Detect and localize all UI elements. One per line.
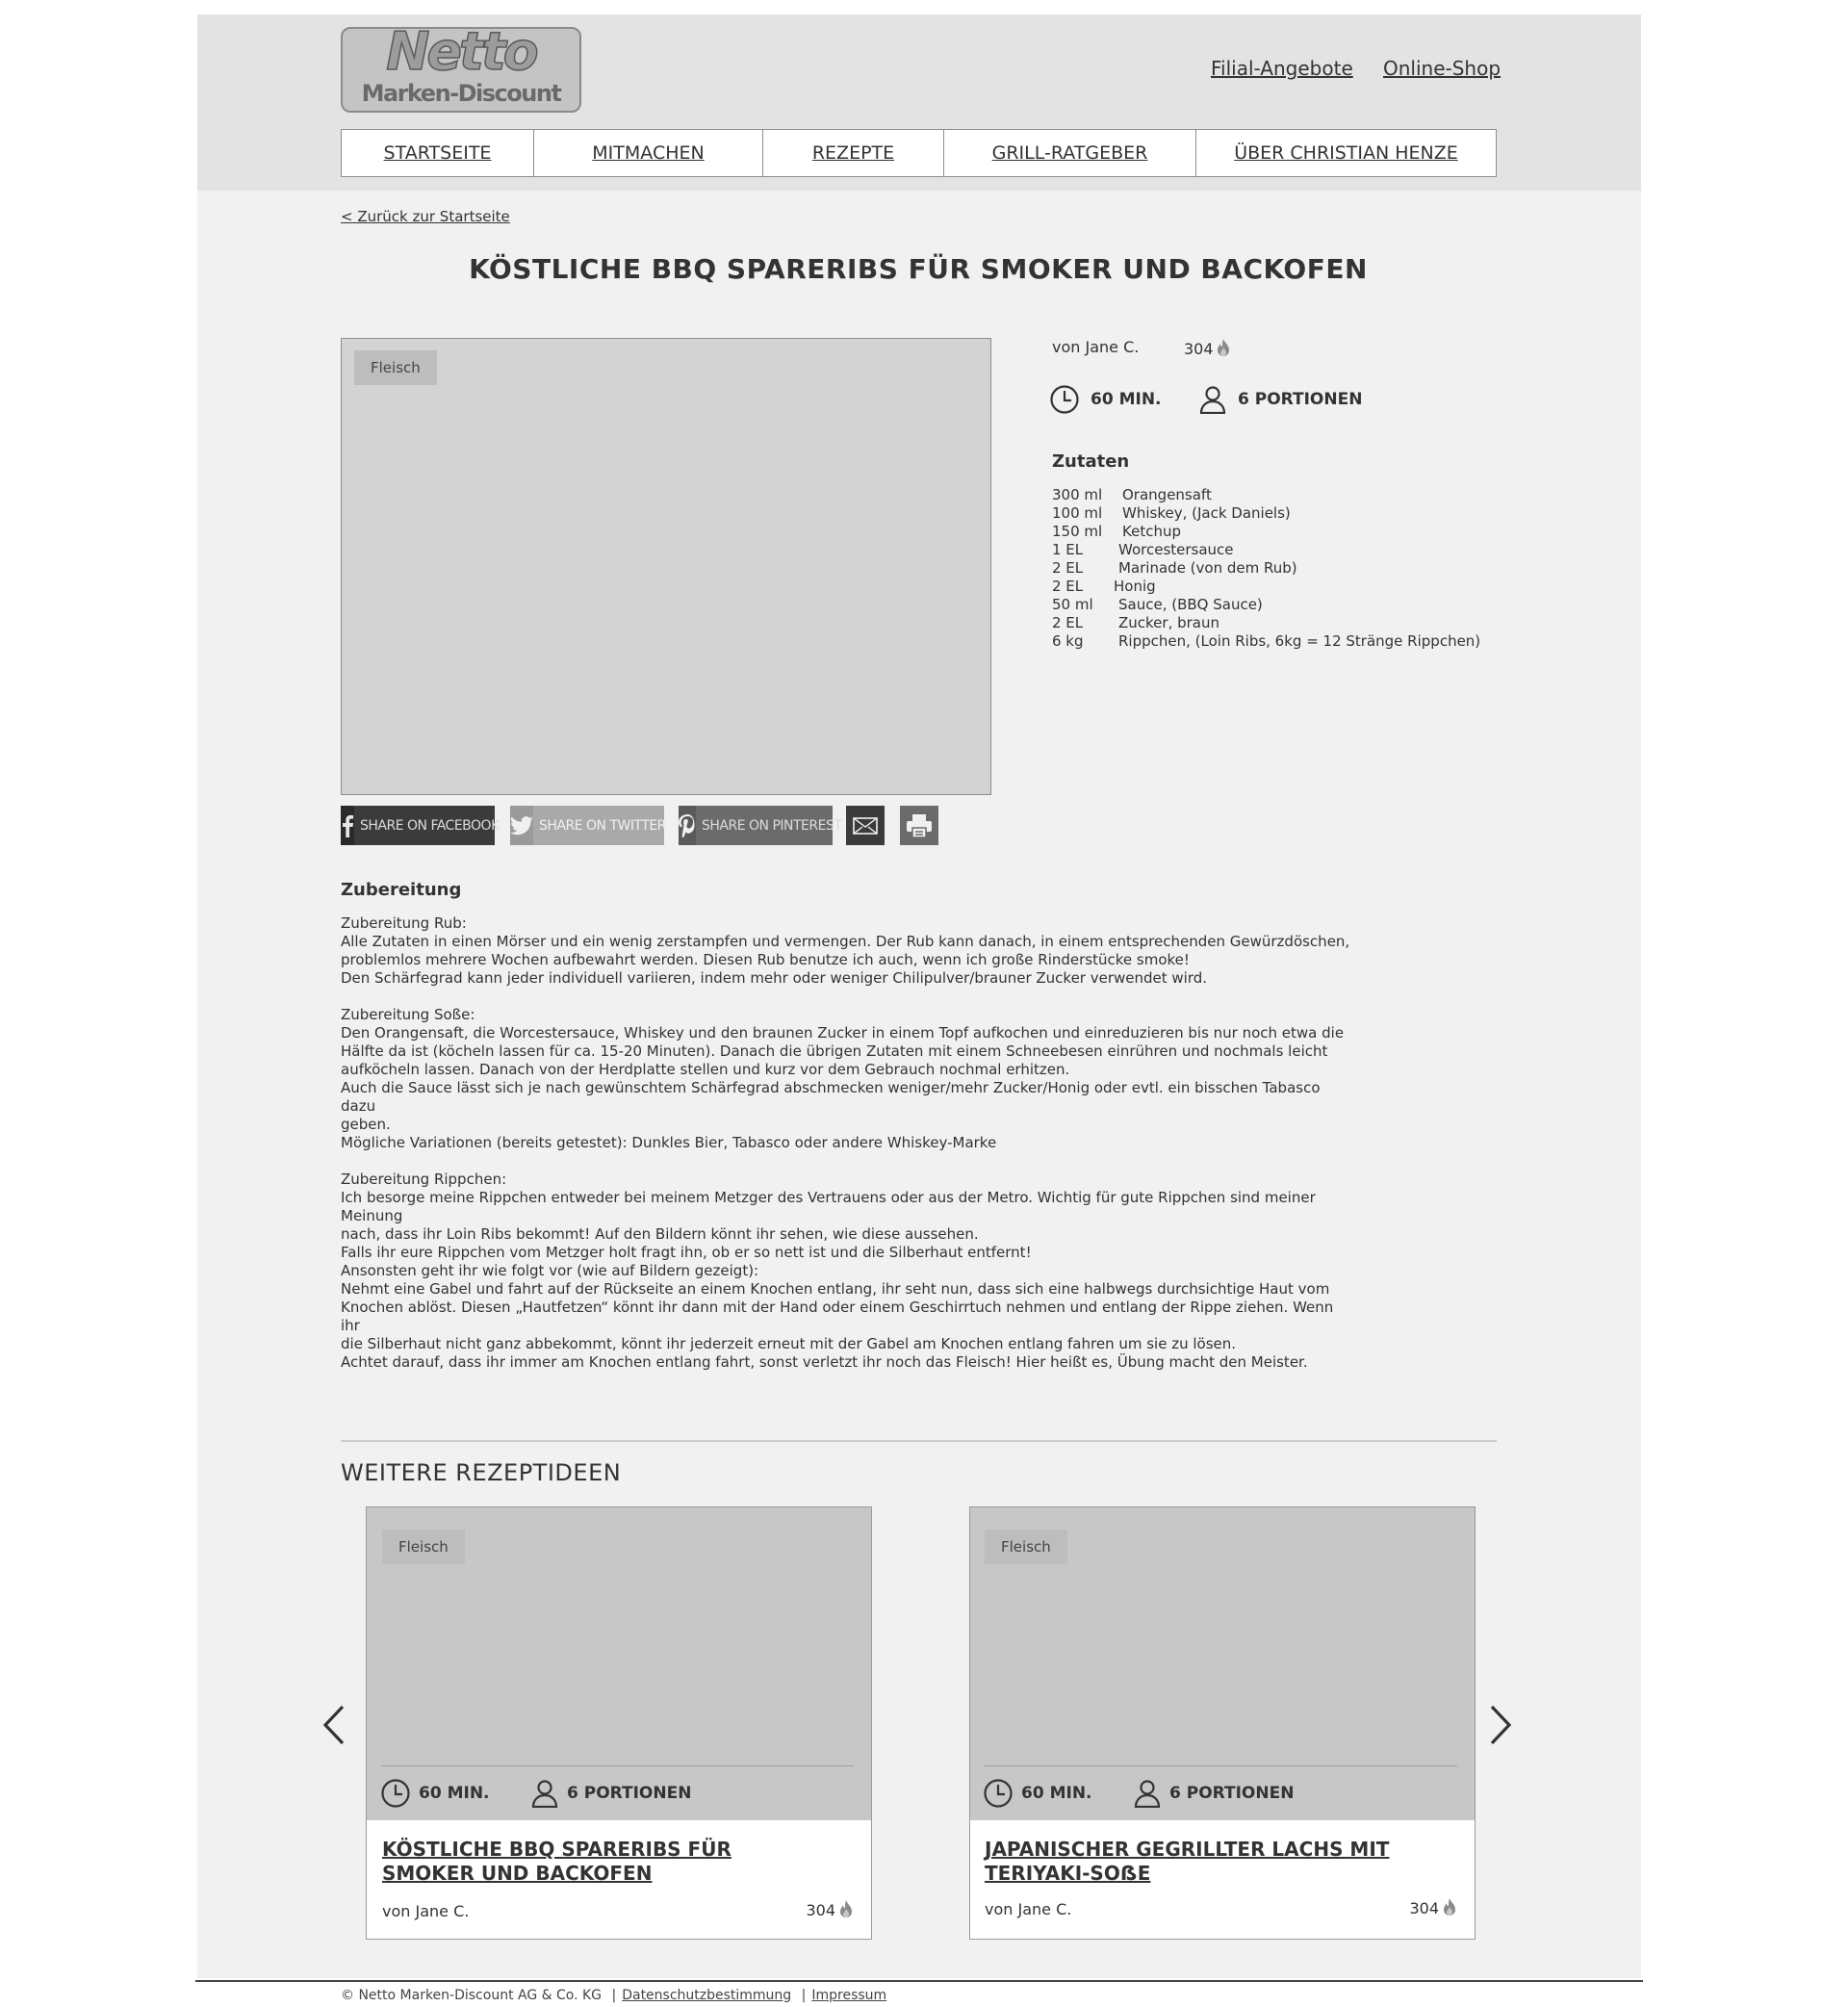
preparation-ribs: Zubereitung Rippchen: Ich besorge meine Rippchen entweder bei meinem Metzger des Vertrauens oder aus der Metro. Wichtig für gute Rippchen sind meiner Meinung nach, dass ihr Loin Ribs bekommt! Auf den Bildern könnt ihr sehen, wie diese aussehen. Falls ihr eure Rippchen vom Metzger holt fragt ihn, ob er so nett ist und die Silberhaut entfernt! Ansonsten geht ihr wie folgt vor (wie auf Bildern gezeigt): Nehmt eine Gabel und fahrt auf der Rückseite an einem Knochen entlang, ihr seht nun, dass sich eine halbwegs durchsichtige Haut vom Knochen ablöst. Diesen „Hautfetzen“ könnt ihr dann mit der Hand oder einem Geschirrtuch nehmen und entlang der Rippe ziehen. Wenn ihr die Silberhaut nicht ganz abbekommt, könnt ihr jederzeit erneut mit der Gabel am Knochen entlang fahren um sie zu lösen. Achtet darauf, dass ihr immer am Knochen entlang fahrt, sonst verletzt ihr noch das Fleisch! Hier heißt es, Übung macht den Meister. [341,1171,1334,1371]
ingredient-name: Ketchup [1122,523,1181,540]
carousel-prev-arrow-icon[interactable] [321,1704,346,1746]
print-button[interactable] [900,806,938,845]
flame-icon [838,1899,854,1920]
footer-divider [195,1980,1643,1982]
card-time-value: 60 MIN. [1021,1784,1092,1803]
preparation-text [341,914,1351,1390]
footer-separator: | [801,1988,807,2003]
card-time [984,1779,1092,1808]
ingredient-qty: 6 kg [1052,632,1084,650]
category-tag[interactable]: Fleisch [382,1530,465,1564]
share-facebook-button[interactable] [341,806,500,845]
preparation-heading: Zubereitung [341,880,462,900]
ingredient-qty: 2 EL [1052,614,1084,631]
more-recipes-heading: WEITERE REZEPTIDEEN [341,1459,622,1486]
recipe-card-image [367,1507,871,1820]
recipe-card-image [970,1507,1475,1820]
nav-grill-ratgeber[interactable]: GRILL-RATGEBER [944,130,1196,176]
ingredients-heading: Zutaten [1052,451,1130,472]
mail-icon [853,817,878,835]
ingredient-row [1052,559,1480,578]
share-pinterest-button[interactable] [679,806,842,845]
nav-startseite[interactable]: STARTSEITE [342,130,534,176]
person-icon [1199,385,1226,414]
score-value: 304 [806,1900,835,1919]
nav-mitmachen[interactable]: MITMACHEN [534,130,763,176]
link-filial-angebote[interactable]: Filial-Angebote [1211,57,1353,80]
facebook-icon [341,806,354,845]
ingredient-qty: 2 EL [1052,578,1084,595]
ingredient-qty: 1 EL [1052,541,1084,558]
ingredient-qty: 100 ml [1052,504,1103,522]
ingredient-row [1052,614,1480,632]
card-divider [381,1765,854,1766]
time-value: 60 MIN. [1091,390,1162,409]
ingredients-list [1052,486,1480,651]
recipe-card[interactable] [366,1506,872,1940]
card-divider [985,1765,1457,1766]
category-tag[interactable]: Fleisch [354,350,437,385]
ingredient-name: Sauce, (BBQ Sauce) [1118,596,1263,613]
flame-icon [1216,338,1231,359]
share-email-button[interactable] [846,806,885,845]
ingredient-name: Rippchen, (Loin Ribs, 6kg = 12 Stränge Rippchen) [1118,632,1481,650]
footer-separator: | [611,1988,617,2003]
share-facebook-label: SHARE ON FACEBOOK [360,817,500,834]
nav-rezepte[interactable]: REZEPTE [763,130,944,176]
share-pinterest-label: SHARE ON PINTEREST [702,817,842,834]
card-time-value: 60 MIN. [419,1784,490,1803]
recipe-author[interactable]: von Jane C. [1052,338,1140,356]
ingredient-row [1052,596,1480,614]
ingredient-qty: 50 ml [1052,596,1093,613]
ingredient-qty: 300 ml [1052,486,1103,503]
clock-icon [1050,385,1079,414]
score-value: 304 [1409,1898,1439,1917]
recipe-time [1050,385,1162,414]
share-twitter-button[interactable] [510,806,664,845]
card-portions-value: 6 PORTIONEN [567,1784,692,1803]
ingredient-name: Whiskey, (Jack Daniels) [1122,504,1291,522]
card-portions [1134,1779,1294,1808]
portions-value: 6 PORTIONEN [1238,390,1363,409]
recipe-card-author[interactable]: von Jane C. [382,1902,470,1920]
ingredient-name: Orangensaft [1122,486,1212,503]
ingredient-row [1052,504,1480,523]
ingredient-qty: 150 ml [1052,523,1103,540]
ingredient-row [1052,486,1480,504]
recipe-title: KÖSTLICHE BBQ SPARERIBS FÜR SMOKER UND BACKOFEN [469,253,1368,285]
site-footer [341,1988,886,2003]
card-time [381,1779,490,1808]
print-icon [906,813,933,838]
category-tag[interactable]: Fleisch [985,1530,1067,1564]
nav-ueber-christian-henze[interactable]: ÜBER CHRISTIAN HENZE [1234,142,1458,164]
person-icon [1134,1779,1161,1808]
section-divider [341,1440,1497,1442]
recipe-card-author[interactable]: von Jane C. [985,1900,1072,1918]
recipe-image [341,338,991,795]
card-portions [531,1779,691,1808]
netto-logo[interactable] [341,21,581,113]
ingredient-row [1052,541,1480,559]
ingredient-row [1052,523,1480,541]
footer-link-impressum[interactable]: Impressum [811,1988,887,2003]
back-to-home-link[interactable]: < Zurück zur Startseite [341,208,510,225]
logo-wordmark: Netto [386,21,536,82]
logo-subline: Marken-Discount [361,80,561,107]
person-icon [531,1779,558,1808]
clock-icon [381,1779,410,1808]
card-portions-value: 6 PORTIONEN [1169,1784,1295,1803]
carousel-next-arrow-icon[interactable] [1488,1704,1513,1746]
recipe-portions [1199,385,1362,414]
footer-copyright: © Netto Marken-Discount AG & Co. KG [341,1988,603,2003]
pinterest-icon [679,806,696,845]
recipe-card-score [806,1899,854,1920]
link-online-shop[interactable]: Online-Shop [1383,57,1502,80]
ingredient-qty: 2 EL [1052,559,1084,577]
score-value: 304 [1184,339,1214,358]
main-nav [341,129,1497,177]
recipe-card-title[interactable]: KÖSTLICHE BBQ SPARERIBS FÜR SMOKER UND BACKOFEN [382,1838,732,1885]
ingredient-row [1052,578,1480,596]
flame-icon [1442,1897,1457,1918]
recipe-score [1184,338,1231,359]
ingredient-name: Worcestersauce [1118,541,1234,558]
twitter-icon [510,806,533,845]
ingredient-name: Marinade (von dem Rub) [1118,559,1297,577]
recipe-card[interactable] [969,1506,1476,1940]
share-twitter-label: SHARE ON TWITTER [539,817,666,834]
clock-icon [984,1779,1013,1808]
footer-link-datenschutz[interactable]: Datenschutzbestimmung [622,1988,792,2003]
preparation-rub: Zubereitung Rub: Alle Zutaten in einen Mörser und ein wenig zerstampfen und vermengen. Der Rub kann danach, in einem entsprechenden Gewürzdöschen, problemlos mehrere Wochen aufbewahrt werden. Diesen Rub benutze ich auch, wenn ich große Rinderstücke smoke! Den Schärfegrad kann jeder individuell variieren, indem mehr oder weniger Chilipulver/brauner Zucker verwendet wird. [341,914,1350,987]
ingredient-name: Honig [1114,578,1156,595]
ingredient-row [1052,632,1480,651]
recipe-card-score [1409,1897,1457,1918]
ingredient-name: Zucker, braun [1118,614,1220,631]
preparation-sauce: Zubereitung Soße: Den Orangensaft, die Worcestersauce, Whiskey und den braunen Zucker in einem Topf aufkochen und einreduzieren bis nur noch etwa die Hälfte da ist (köcheln lassen für ca. 15-20 Minuten). Danach die übrigen Zutaten mit einem Schneebesen einrühren und nochmals leicht aufköcheln lassen. Danach von der Herdplatte stellen und kurz vor dem Gebrauch nochmal erhitzen. Auch die Sauce lässt sich je nach gewünschtem Schärfegrad abschmecken weniger/mehr Zucker/Honig oder evtl. ein bisschen Tabasco dazu geben. Mögliche Variationen (bereits getestet): Dunkles Bier, Tabasco oder andere Whiskey-Marke [341,1006,1345,1151]
recipe-card-title[interactable]: JAPANISCHER GEGRILLTER LACHS MIT TERIYAKI-SOẞE [985,1838,1390,1885]
